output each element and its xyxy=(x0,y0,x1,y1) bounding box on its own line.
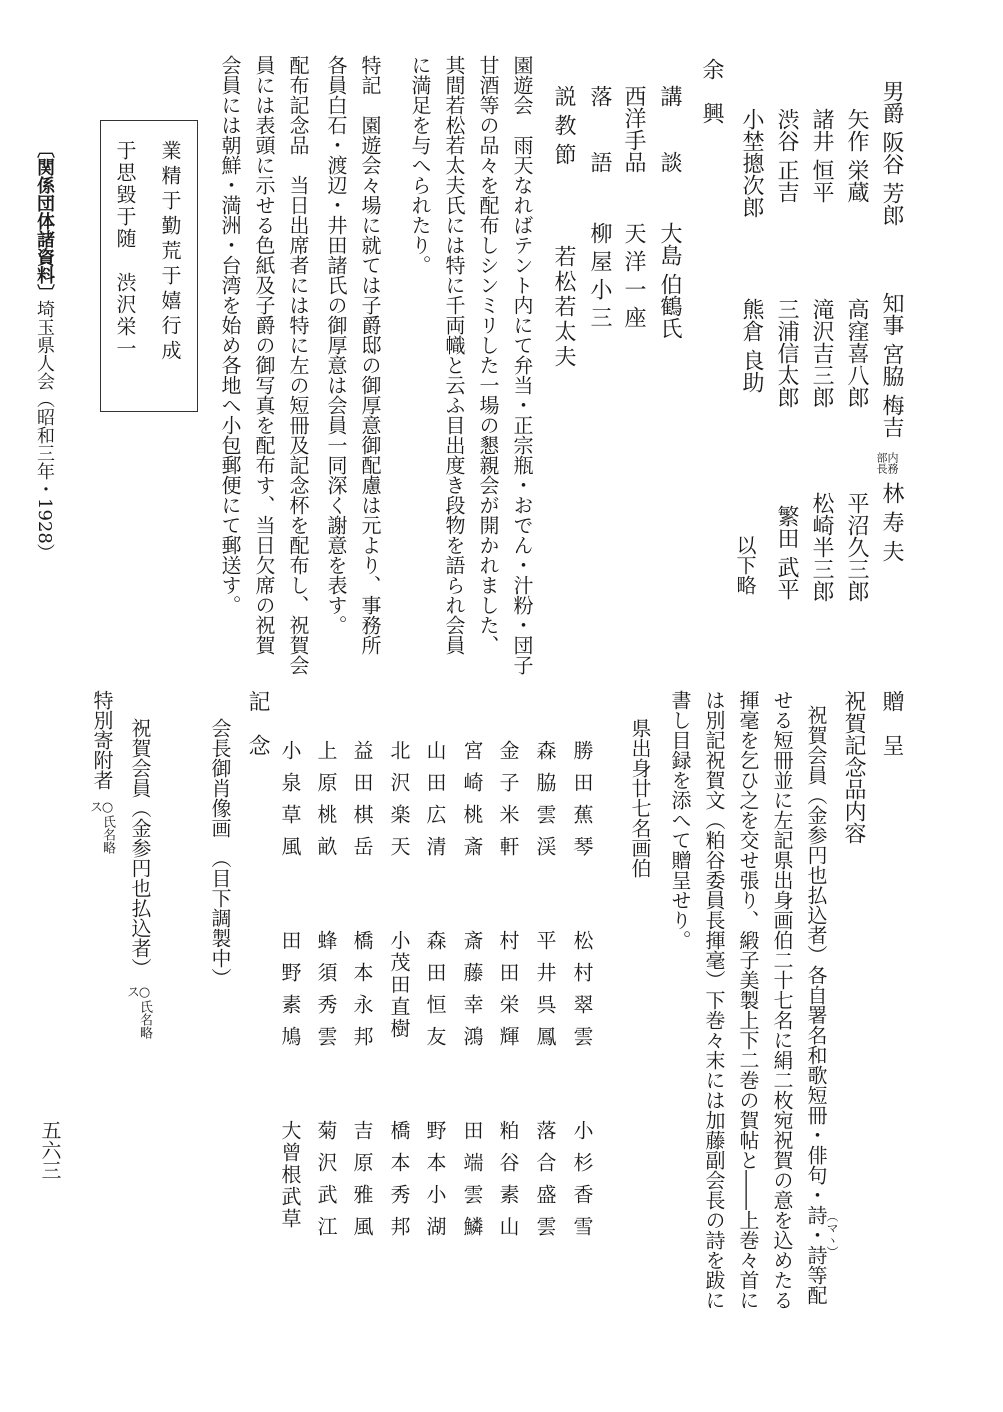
member-row-5a: 小埜摠次郎 xyxy=(739,108,764,218)
souvenir-members-note: ○氏名略ス xyxy=(124,985,152,1039)
painter-name: 上原桃畝 xyxy=(314,740,338,868)
painter-name: 森田恒友 xyxy=(423,930,447,1058)
painter-name: 菊沢武江 xyxy=(314,1120,338,1248)
painter-name: 北沢楽天 xyxy=(387,740,411,868)
painter-name: 大曾根武草 xyxy=(278,1120,302,1230)
entertainment-4-label: 説 教 節 xyxy=(551,85,576,165)
painters-heading: 県出身廿七名画伯 xyxy=(628,718,652,878)
gift-text-line-1: 祝賀会員（金参円也払込者）各自署名和歌短冊・俳句・詩・詩等配 xyxy=(804,705,828,1305)
painter-name: 益田棋岳 xyxy=(350,740,374,868)
souvenir-members: 祝賀会員（金参円也払込者） xyxy=(128,718,152,978)
painter-name: 落合盛雲 xyxy=(533,1120,557,1248)
member-row-5c: 以下略 xyxy=(733,535,757,595)
member-row-1c-title: 内務部長 xyxy=(875,452,899,474)
gift-text-line-5: 書し目録を添へて贈呈せり。 xyxy=(668,690,692,950)
section-heading-zotei: 贈 呈 xyxy=(879,690,904,756)
section-heading-kinen: 記 念 xyxy=(245,690,270,756)
painter-name: 金子米軒 xyxy=(496,740,520,868)
calligraphy-line-2: 于思毀于随 渋沢栄一 xyxy=(113,140,137,360)
painter-name: 勝田蕉琴 xyxy=(570,740,594,868)
member-row-4a: 渋谷 正吉 xyxy=(774,108,799,203)
souvenir-special-donors: 特別寄附者 xyxy=(90,690,114,790)
entertainment-1-label: 講 談 xyxy=(657,85,682,173)
painter-name: 小茂田直樹 xyxy=(387,930,411,1040)
painter-name: 田端雲鱗 xyxy=(460,1120,484,1248)
member-row-4c: 繁田 武平 xyxy=(774,505,799,600)
paragraph-line-8: 員には表頭に示せる色紙及子爵の御写真を配布す、当日欠席の祝賀 xyxy=(252,55,276,655)
paragraph-line-5: 特記 園遊会々場に就ては子爵邸の御厚意御配慮は元より、事務所 xyxy=(358,55,382,655)
entertainment-1-name: 大島 伯鶴氏 xyxy=(657,222,682,339)
gift-text-line-4: は別記祝賀文（粕谷委員長揮毫）下巻々末には加藤副会長の詩を跋に xyxy=(702,690,726,1310)
painter-name: 森脇雲渓 xyxy=(533,740,557,868)
painter-name: 小杉香雪 xyxy=(570,1120,594,1248)
paragraph-line-3: 其間若松若太夫氏には特に千両幟と云ふ目出度き段物を語られ会員 xyxy=(442,55,466,655)
painter-name: 松村翠雲 xyxy=(570,930,594,1058)
member-row-3c: 松崎半三郎 xyxy=(809,492,834,602)
souvenir-donors-note: ○氏名略ス xyxy=(87,800,115,854)
entertainment-3-label: 落 語 xyxy=(587,85,612,173)
section-heading-yokyo: 余 興 xyxy=(699,58,724,124)
member-row-1a: 男爵 阪谷 芳郎 xyxy=(879,80,904,226)
gift-contents-title: 祝賀記念品内容 xyxy=(841,690,866,844)
member-row-1c: 林 寿 夫 xyxy=(879,482,904,562)
paragraph-line-1: 園遊会 雨天なればテント内にて弁当・正宗瓶・おでん・汁粉・団子 xyxy=(510,55,534,675)
entertainment-2-name: 天洋一座 xyxy=(621,222,646,334)
member-row-2a: 矢作 栄蔵 xyxy=(844,108,869,203)
entertainment-3-name: 柳屋小三 xyxy=(587,222,612,334)
painter-name: 宮崎桃斎 xyxy=(460,740,484,868)
souvenir-portrait: 会長御肖像画 （目下調製中） xyxy=(208,718,232,988)
painter-name: 橋本永邦 xyxy=(350,930,374,1058)
paragraph-line-7: 配布記念品 当日出席者には特に左の短冊及記念杯を配布し、祝賀会 xyxy=(286,55,310,675)
painter-name: 山田広清 xyxy=(423,740,447,868)
gift-text-line-2: せる短冊並に左記県出身画伯二十七名に絹二枚宛祝賀の意を込めたる xyxy=(770,690,794,1310)
paragraph-line-9: 会員には朝鮮・満洲・台湾を始め各地へ小包郵便にて郵送す。 xyxy=(218,55,242,615)
paragraph-line-4: に満足を与へられたり。 xyxy=(408,55,432,275)
painter-name: 橋本秀邦 xyxy=(387,1120,411,1248)
member-row-2c: 平沼久三郎 xyxy=(844,492,869,602)
paragraph-line-2: 甘酒等の品々を配布しシンミリした一場の懇親会が開かれました、 xyxy=(476,55,500,655)
calligraphy-line-1: 業精于勤荒于嬉行成 xyxy=(158,140,182,365)
painter-name: 蜂須秀雲 xyxy=(314,930,338,1058)
footer-organization: 埼玉県人会（昭和三年・1928） xyxy=(34,300,55,562)
gift-text-note: （マヽ） xyxy=(825,1210,839,1258)
page-number: 五六三 xyxy=(38,1120,62,1180)
painter-name: 小泉草風 xyxy=(278,740,302,868)
painter-name: 村田栄輝 xyxy=(496,930,520,1058)
painter-name: 田野素鳩 xyxy=(278,930,302,1058)
member-row-3a: 諸井 恒平 xyxy=(809,108,834,203)
member-row-5b: 熊倉 良助 xyxy=(739,298,764,393)
painter-name: 粕谷素山 xyxy=(496,1120,520,1248)
member-row-4b: 三浦信太郎 xyxy=(774,298,799,408)
gift-text-line-3: 揮毫を乞ひ之を交せ張り、緞子美製上下二巻の賀帖と――上巻々首に xyxy=(736,690,760,1310)
painter-name: 野本小湖 xyxy=(423,1120,447,1248)
painter-name: 平井呉鳳 xyxy=(533,930,557,1058)
entertainment-4-name: 若松若太夫 xyxy=(551,245,576,370)
footer-section-label: 〔関係団体諸資料〕 xyxy=(34,140,55,302)
painter-name: 斎藤幸鴻 xyxy=(460,930,484,1058)
entertainment-2-label: 西洋手品 xyxy=(621,85,646,173)
member-row-3b: 滝沢吉三郎 xyxy=(809,298,834,408)
painter-name: 吉原雅風 xyxy=(350,1120,374,1248)
member-row-1b: 知事 宮脇 梅吉 xyxy=(879,292,904,438)
paragraph-line-6: 各員白石・渡辺・井田諸氏の御厚意は会員一同深く謝意を表す。 xyxy=(324,55,348,635)
member-row-2b: 高窪喜八郎 xyxy=(844,298,869,408)
